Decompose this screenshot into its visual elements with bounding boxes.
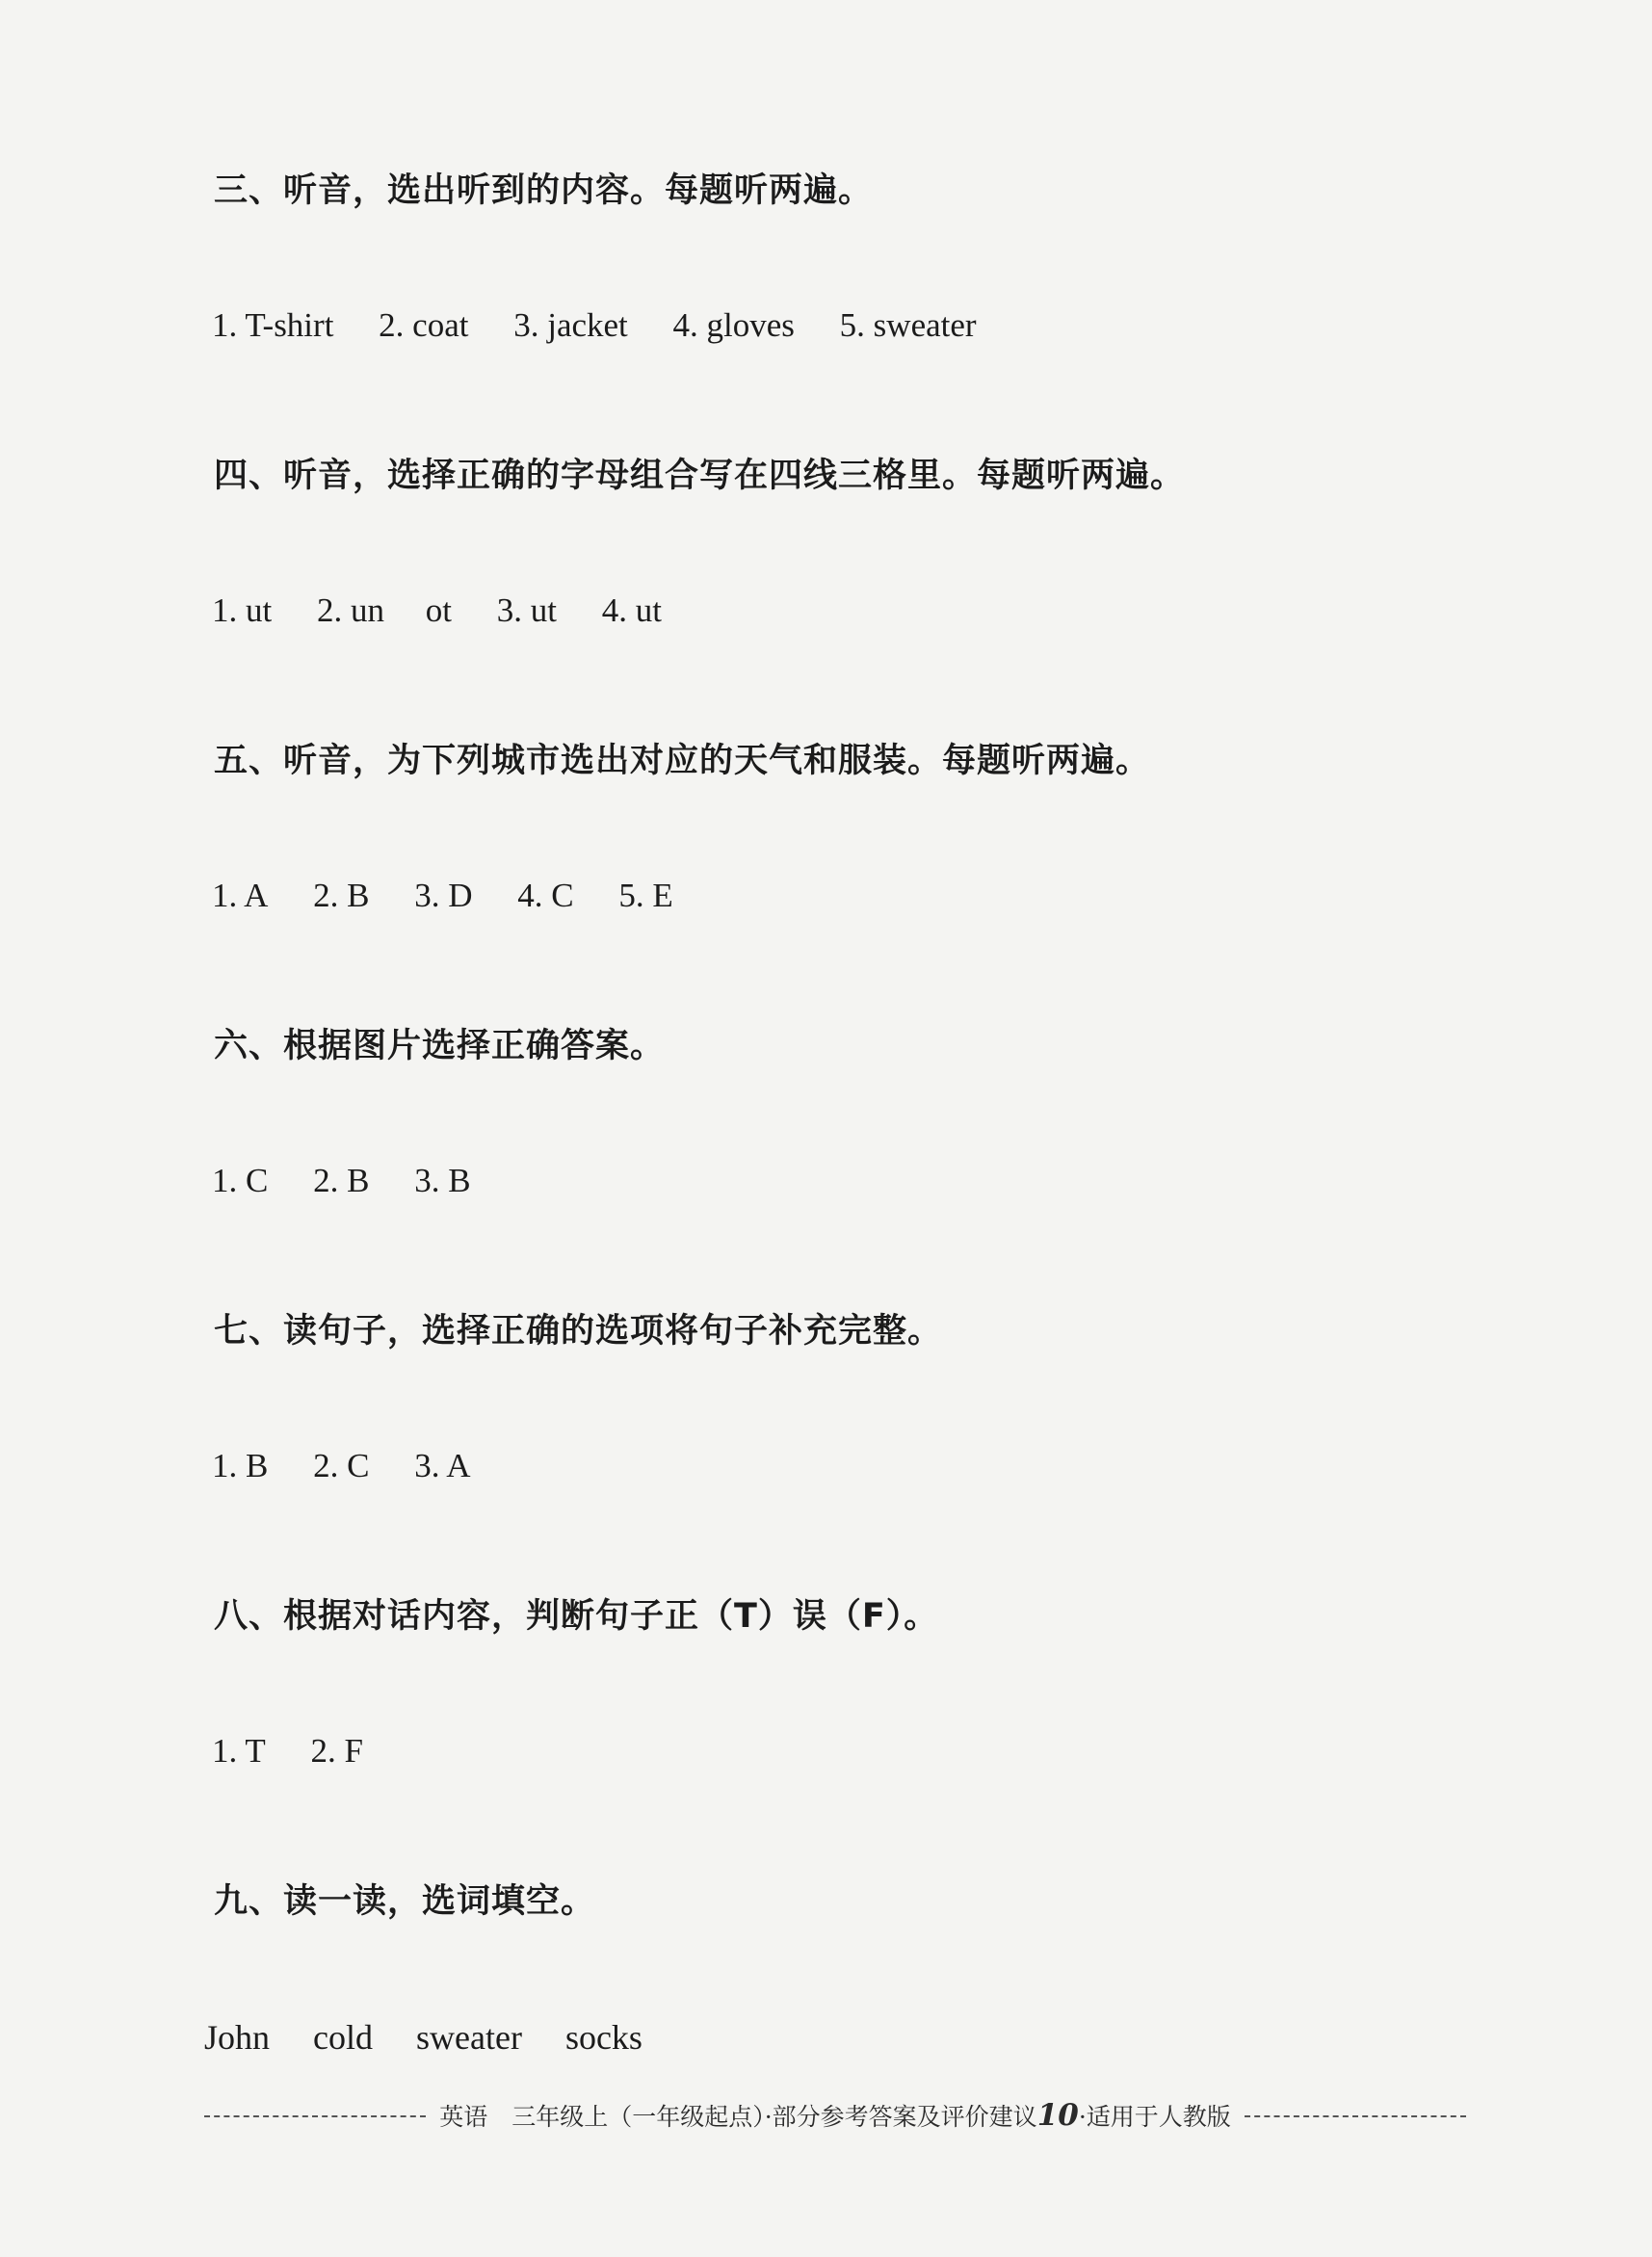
section-heading-9: 九、读一读，选词填空。 <box>214 1882 596 1921</box>
section-heading-5: 五、听音，为下列城市选出对应的天气和服装。每题听两遍。 <box>214 742 1151 780</box>
answer-line-4 <box>212 591 698 630</box>
answer-item: 3. ut <box>496 591 557 629</box>
answer-item: 3. A <box>414 1447 471 1484</box>
answer-item: 1. T <box>212 1732 266 1770</box>
answer-line-6 <box>212 1162 508 1200</box>
footer-divider-left <box>204 2115 426 2117</box>
answer-item: 1. T-shirt <box>212 306 334 344</box>
answer-item: 2. B <box>313 1162 370 1199</box>
footer-edition: ·适用于人教版 <box>1078 2103 1231 2131</box>
page-number: 10 <box>1036 2098 1079 2133</box>
answer-item: 2. B <box>313 877 370 914</box>
word-bank-item: socks <box>564 2018 642 2057</box>
answer-item: 5. E <box>618 877 673 914</box>
answer-line-3 <box>212 306 1013 345</box>
section-heading-3: 三、听音，选出听到的内容。每题听两遍。 <box>214 171 874 210</box>
answer-item: 5. sweater <box>839 306 977 344</box>
answer-line-5 <box>212 877 710 915</box>
answer-item: 2. C <box>313 1447 370 1484</box>
answer-item: 3. B <box>414 1162 471 1199</box>
answer-item: 4. gloves <box>672 306 795 344</box>
answer-item: 2. un <box>316 591 384 629</box>
section-heading-7: 七、读句子，选择正确的选项将句子补充完整。 <box>214 1312 943 1351</box>
section-heading-6: 六、根据图片选择正确答案。 <box>214 1027 666 1065</box>
answer-item: 3. jacket <box>513 306 628 344</box>
answer-item: 1. ut <box>212 591 273 629</box>
answer-item: 4. C <box>517 877 574 914</box>
section-heading-4: 四、听音，选择正确的字母组合写在四线三格里。每题听两遍。 <box>214 457 1186 495</box>
answer-item: 3. D <box>414 877 473 914</box>
answer-item: 4. ut <box>601 591 662 629</box>
word-bank <box>204 2017 677 2058</box>
answer-item: 1. A <box>212 877 269 914</box>
answer-line-7 <box>212 1447 508 1485</box>
section-heading-8: 八、根据对话内容，判断句子正（T）误（F）。 <box>214 1597 939 1636</box>
word-bank-item: sweater <box>416 2018 522 2057</box>
footer-divider-right <box>1245 2115 1466 2117</box>
footer-title: 英语 三年级上（一年级起点）·部分参考答案及评价建议 <box>439 2103 1037 2131</box>
word-bank-item: cold <box>313 2018 373 2057</box>
answer-item: 2. coat <box>379 306 469 344</box>
footer-text <box>426 2098 1245 2133</box>
answer-item: 2. F <box>310 1732 363 1770</box>
page-footer <box>204 2098 1466 2133</box>
answer-item: 1. C <box>212 1162 269 1199</box>
answer-line-8 <box>212 1732 400 1771</box>
answer-item: 1. B <box>212 1447 269 1484</box>
answer-item: ot <box>425 591 452 629</box>
word-bank-item: John <box>204 2018 271 2057</box>
